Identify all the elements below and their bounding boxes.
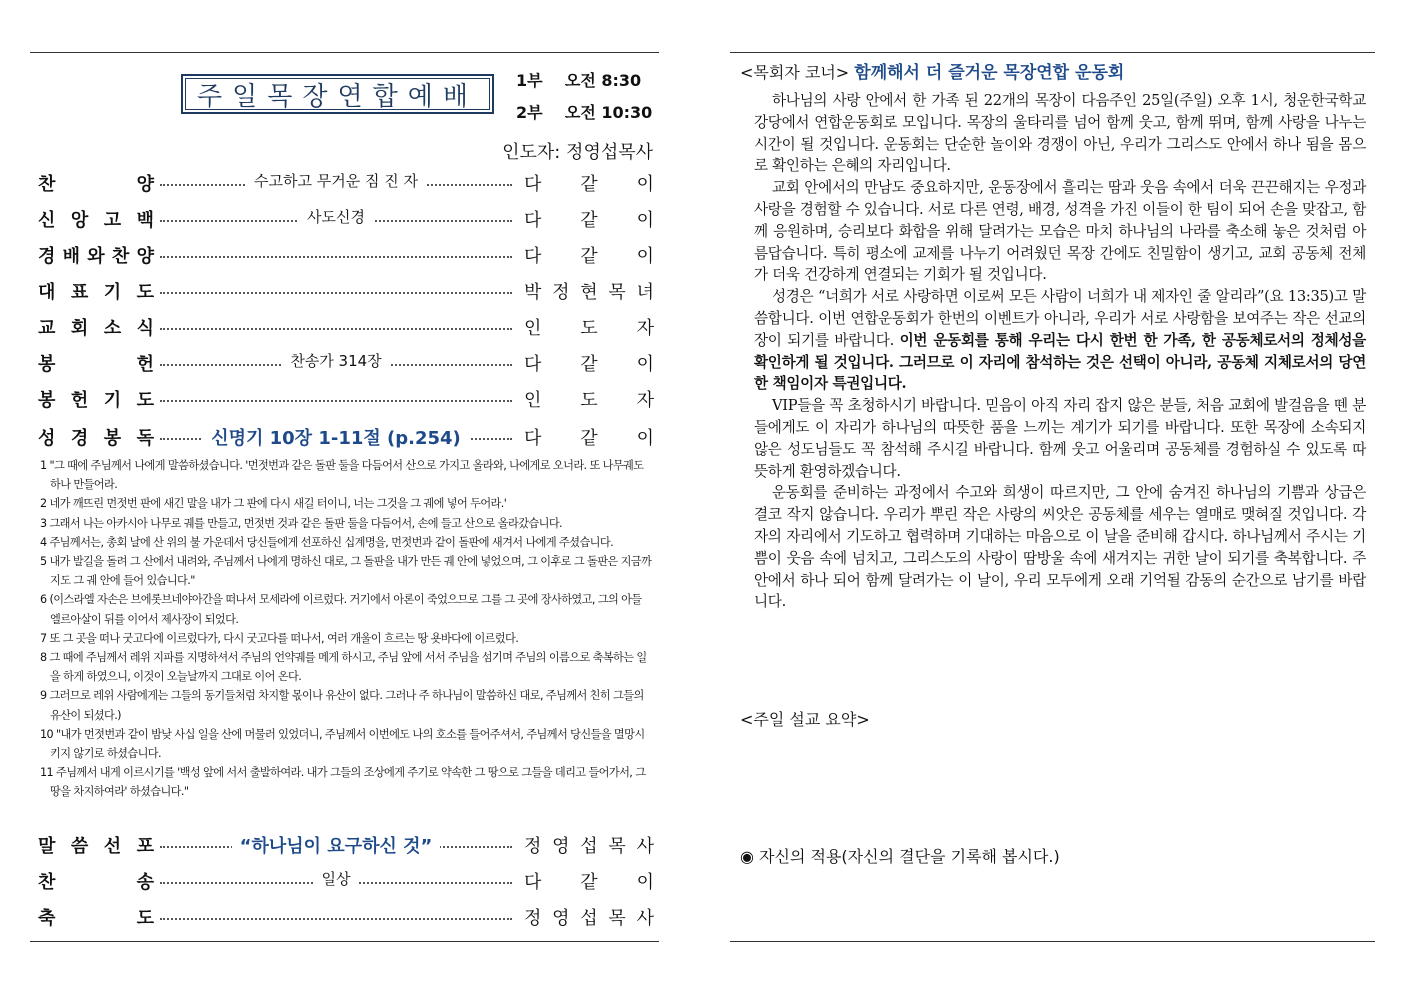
order-item [38, 350, 654, 380]
service-time-1: 1부 오전 8:30 [516, 71, 642, 90]
order-item-person: 인 도 자 [524, 318, 654, 339]
order-item [38, 278, 654, 308]
order-item [38, 832, 654, 862]
paragraph-1: 하나님의 사랑 안에서 한 가족 된 22개의 목장이 다음주인 25일(주일) 오후 1시, 청운한국학교 강당에서 연합운동회로 모입니다. 목장의 울타리를 넘어 함께 웃고, 함께 뛰며, 함께 사랑을 나누는 시간이 될 것입니다. 운동회는 단순한 놀이와 경쟁이 아닌, 우리가 그리스도 안에서 하나 됨을 몸으로 확인하는 은혜의 자리입니다. [754, 92, 1366, 175]
sermon-summary-label: <주일 설교 요약> [740, 710, 870, 729]
order-item-name: 대 표 기 도 [38, 282, 154, 303]
order-item-name: 봉 헌 [38, 354, 154, 375]
order-item-name: 경 배 와 찬 양 [38, 246, 154, 267]
corner-body [754, 90, 1366, 613]
order-item-person: 다 같 이 [524, 210, 654, 231]
verse: 10 "내가 먼젓번과 같이 밤낮 사십 일을 산에 머물러 있었더니, 주님께서 이번에도 나의 호소를 들어주셔서, 주님께서 당신들을 멸망시키지 않기로 하셨습니다. [40, 727, 645, 761]
order-item-person: 다 같 이 [524, 174, 654, 195]
order-item-detail: 수고하고 무거운 짐 진 자 [160, 170, 512, 191]
leader-dots [160, 256, 512, 258]
paragraph-3-bold: 이번 운동회를 통해 우리는 다시 한번 한 가족, 한 공동체로서의 정체성을 확인하게 될 것입니다. 그러므로 이 자리에 참석하는 것은 선택이 아니라, 공동체 지체로서의 당연한 책임이자 특권입니다. [754, 331, 1366, 393]
order-item-detail: 신명기 10장 1-11절 (p.254) [160, 424, 512, 450]
order-item [38, 242, 654, 272]
leader-dots [160, 292, 512, 294]
order-item [38, 904, 654, 934]
corner-title: 함께해서 더 즐거운 목장연합 운동회 [854, 63, 1125, 83]
order-item-detail: 찬송가 314장 [160, 350, 512, 371]
order-item-person: 박 정 현 목 녀 [524, 282, 654, 303]
order-item-name: 찬 송 [38, 872, 154, 893]
order-item-person: 정 영 섭 목 사 [524, 908, 654, 929]
verse: 6 (이스라엘 자손은 브에롯브네야아간을 떠나서 모세라에 이르렀다. 거기에서 아론이 죽었으므로 그를 그 곳에 장사하였고, 그의 아들 엘르아살이 뒤를 이어서 제사장이 되었다. [40, 593, 642, 626]
order-item-person: 다 같 이 [524, 246, 654, 267]
scripture-verses [40, 456, 652, 802]
service-title-box [181, 74, 494, 114]
verse: 5 내가 발길을 돌려 그 산에서 내려와, 주님께서 나에게 명하신 대로, 그 돌판을 내가 만든 궤 안에 넣었으며, 그 이후로 그 돌판은 지금까지도 그 궤 안에 들어 있습니다." [40, 555, 652, 588]
order-item-detail: 일상 [160, 868, 512, 889]
service-title: 주일목장연합예배 [197, 81, 478, 112]
verse: 4 주님께서는, 총회 날에 산 위의 불 가운데서 당신들에게 선포하신 십계명을, 먼젓번과 같이 돌판에 새겨서 나에게 주셨습니다. [40, 535, 614, 549]
worship-order-page [30, 52, 659, 942]
order-item-detail: “하나님이 요구하신 것” [160, 832, 512, 858]
order-item [38, 314, 654, 344]
verse: 8 그 때에 주님께서 레위 지파를 지명하셔서 주님의 언약궤를 메게 하시고, 주님 앞에 서서 주님을 섬기며 주님의 이름으로 축복하는 일을 하게 하였으니, 이것이 오늘날까지 그대로 이어 온다. [40, 651, 647, 684]
order-item-name: 말 씀 선 포 [38, 836, 154, 857]
paragraph-3 [754, 286, 1366, 395]
service-time-2: 2부 오전 10:30 [516, 103, 653, 122]
order-item-person: 정 영 섭 목 사 [524, 836, 654, 857]
order-item-name: 신 앙 고 백 [38, 210, 154, 231]
corner-label: <목회자 코너> [740, 63, 850, 82]
verse: 3 그래서 나는 아카시아 나무로 궤를 만들고, 먼젓번 것과 같은 돌판 둘을 다듬어서, 손에 들고 산으로 올라갔습니다. [40, 516, 563, 530]
leader-dots [160, 328, 512, 330]
verse: 2 네가 깨뜨린 먼젓번 판에 새긴 말을 내가 그 판에 다시 새길 터이니, 너는 그것을 그 궤에 넣어 두어라.' [40, 497, 507, 511]
order-item-person: 다 같 이 [524, 354, 654, 375]
paragraph-5: 운동회를 준비하는 과정에서 수고와 희생이 따르지만, 그 안에 숨겨진 하나님의 기쁨과 상급은 결코 작지 않습니다. 우리가 뿌린 작은 사랑의 씨앗은 공동체를 세우는 열매로 맺혀질 것입니다. 각자의 자리에서 기도하고 협력하며 기대하는 마음으로 이 날을 준비해 갑시다. 하나님께서 주시는 기쁨이 웃음 속에 넘치고, 그리스도의 사랑이 땀방울 속에 새겨지는 귀한 날이 되기를 축복합니다. 주 안에서 하나 되어 함께 달려가는 이 날이, 우리 모두에게 오래 기억될 감동의 순간으로 남기를 바랍니다. [754, 484, 1366, 611]
verse: 9 그러므로 레위 사람에게는 그들의 동기들처럼 차지할 몫이나 유산이 없다. 그러나 주 하나님이 말씀하신 대로, 주님께서 친히 그들의 유산이 되셨다.) [40, 689, 644, 722]
paragraph-4: VIP들을 꼭 초청하시기 바랍니다. 믿음이 아직 자리 잡지 않은 분들, 처음 교회에 발걸음을 뗀 분들에게도 이 자리가 하나님의 따뜻한 품을 느끼는 계기가 되기를 바랍니다. 또한 목장에 소속되지 않은 성도님들도 꼭 참석해 주시길 바랍니다. 함께 웃고 어울리며 공동체를 경험하실 수 있도록 따뜻하게 환영하겠습니다. [754, 397, 1366, 480]
order-item-person: 다 같 이 [524, 872, 654, 893]
verse: 1 "그 때에 주님께서 나에게 말씀하셨습니다. '먼젓번과 같은 돌판 둘을 다듬어서 산으로 가지고 올라와, 나에게로 오너라. 또 나무궤도 하나 만들어라. [40, 459, 644, 492]
leader-line: 인도자: 정영섭목사 [502, 142, 653, 163]
pastor-corner-heading [740, 58, 1124, 83]
order-item-person: 인 도 자 [524, 390, 654, 411]
verse: 11 주님께서 내게 이르시기를 '백성 앞에 서서 출발하여라. 내가 그들의 조상에게 주기로 약속한 그 땅으로 그들을 데리고 들어가서, 그 땅을 차지하여라' 하셨습니다." [40, 766, 646, 799]
application-label: ◉ 자신의 적용(자신의 결단을 기록해 봅시다.) [740, 847, 1060, 866]
order-item [38, 386, 654, 416]
verse: 7 또 그 곳을 떠나 굿고다에 이르렀다가, 다시 굿고다를 떠나서, 여러 개울이 흐르는 땅 욧바다에 이르렀다. [40, 631, 519, 645]
order-item-name: 교 회 소 식 [38, 318, 154, 339]
order-item-name: 축 도 [38, 908, 154, 929]
paragraph-2: 교회 안에서의 만남도 중요하지만, 운동장에서 흘리는 땀과 웃음 속에서 더욱 끈끈해지는 우정과 사랑을 경험할 수 있습니다. 서로 다른 연령, 배경, 성격을 가진 이들이 한 팀이 되어 손을 맞잡고, 함께 응원하며, 승리보다 화합을 위해 달려가는 모습은 마치 하나님의 나라를 축소해 놓은 것처럼 아름답습니다. 특히 평소에 교제를 나누기 어려웠던 목장 간에도 친밀함이 생기고, 교회 공동체 전체가 더욱 건강하게 연결되는 기회가 될 것입니다. [754, 179, 1366, 284]
pastor-corner-page [738, 52, 1370, 942]
paragraph-3-text: 성경은 “너희가 서로 사랑하면 이로써 모든 사람이 너희가 내 제자인 줄 알리라”(요 13:35)고 말씀합니다. 이번 연합운동회가 한번의 이벤트가 아니라, 우리가 서로 사랑함을 보여주는 작은 선교의 장이 되기를 바랍니다. [754, 288, 1366, 349]
order-item-detail: 사도신경 [160, 206, 512, 227]
order-item [38, 868, 654, 898]
order-item [38, 170, 654, 200]
order-item-name: 찬 양 [38, 174, 154, 195]
leader-dots [160, 918, 512, 920]
order-item [38, 424, 654, 454]
order-item [38, 206, 654, 236]
leader-dots [160, 400, 512, 402]
order-item-name: 성 경 봉 독 [38, 428, 154, 449]
order-item-person: 다 같 이 [524, 428, 654, 449]
order-item-name: 봉 헌 기 도 [38, 390, 154, 411]
